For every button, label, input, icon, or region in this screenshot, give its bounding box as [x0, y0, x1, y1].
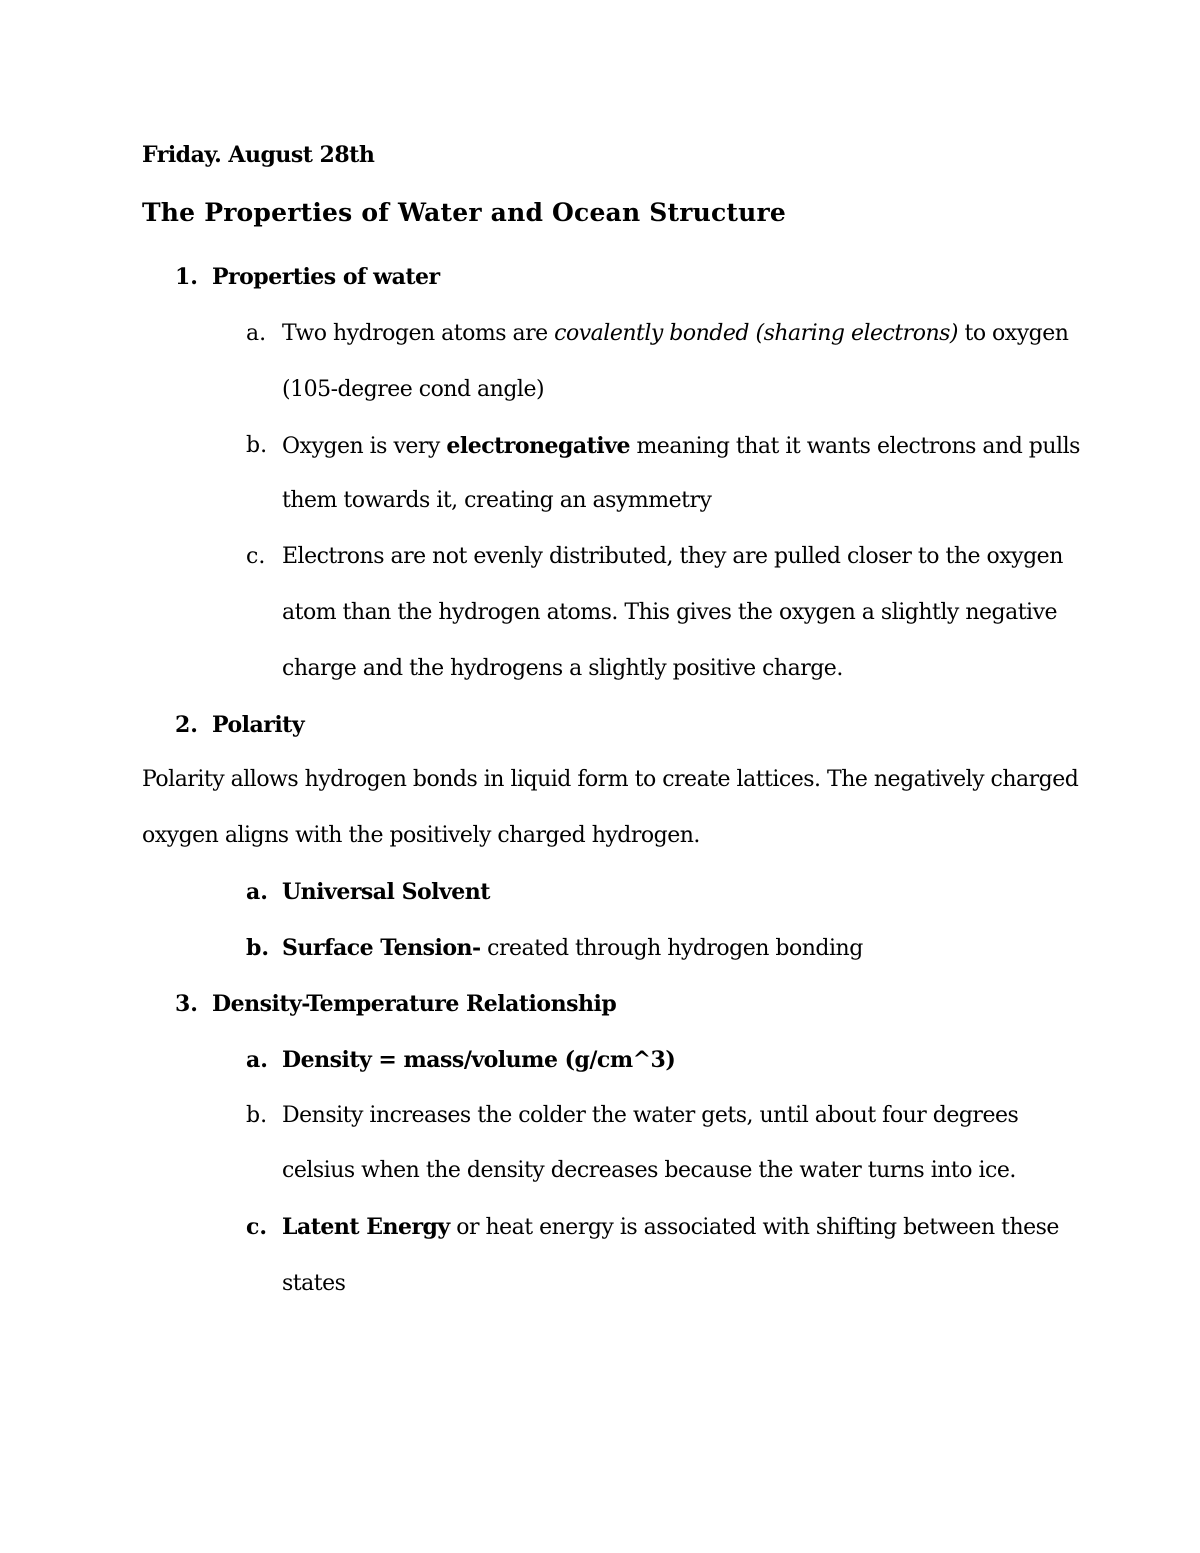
section2-paragraph-line1: Polarity allows hydrogen bonds in liquid form to create lattices. The negatively charged	[142, 767, 1079, 792]
section1-a-text-post: to oxygen	[957, 321, 1069, 346]
section3-heading: Density-Temperature Relationship	[212, 991, 617, 1017]
section2-paragraph-line2: oxygen aligns with the positively charged hydrogen.	[142, 823, 700, 848]
section1-c-line1: Electrons are not evenly distributed, they are pulled closer to the oxygen	[282, 544, 1063, 569]
section3-c-text: or heat energy is associated with shifting between these	[449, 1215, 1059, 1240]
section2-a-text: Universal Solvent	[282, 879, 490, 905]
section1-c-line2: atom than the hydrogen atoms. This gives the oxygen a slightly negative	[282, 600, 1058, 625]
section2-b-line	[282, 934, 863, 963]
section1-number: 1.	[175, 264, 198, 290]
section3-c-bold-term: Latent Energy	[282, 1214, 450, 1240]
section3-c-line2: states	[282, 1271, 346, 1296]
page-title: The Properties of Water and Ocean Structure	[142, 198, 787, 227]
section2-b-bold-term: Surface Tension-	[282, 935, 481, 961]
section3-c-marker: c.	[246, 1214, 268, 1240]
section1-c-marker: c.	[246, 544, 266, 569]
section1-c-line3: charge and the hydrogens a slightly positive charge.	[282, 656, 843, 681]
section2-number: 2.	[175, 712, 198, 738]
section3-c-line1	[282, 1213, 1059, 1242]
section2-heading: Polarity	[212, 712, 305, 738]
section3-number: 3.	[175, 991, 198, 1017]
section1-b-marker: b.	[246, 433, 268, 458]
section3-b-line1: Density increases the colder the water gets, until about four degrees	[282, 1103, 1019, 1128]
section2-b-text: created through hydrogen bonding	[480, 936, 863, 961]
section2-a-marker: a.	[246, 879, 268, 905]
section1-b-line2: them towards it, creating an asymmetry	[282, 488, 712, 513]
section1-a-italic-term: covalently bonded (sharing electrons)	[554, 321, 958, 346]
section1-a-line1	[282, 320, 1068, 348]
section1-b-line1	[282, 432, 1080, 461]
section1-a-text-pre: Two hydrogen atoms are	[282, 321, 555, 346]
section1-heading: Properties of water	[212, 264, 440, 290]
section1-b-text-pre: Oxygen is very	[282, 434, 447, 459]
section3-b-line2: celsius when the density decreases because the water turns into ice.	[282, 1158, 1016, 1183]
date-heading: Friday. August 28th	[142, 142, 375, 168]
section3-a-marker: a.	[246, 1047, 268, 1073]
section1-b-bold-term: electronegative	[446, 433, 630, 459]
section3-b-marker: b.	[246, 1103, 268, 1128]
section1-a-marker: a.	[246, 321, 267, 346]
section3-a-text: Density = mass/volume (g/cm^3)	[282, 1047, 676, 1073]
section1-a-line2: (105-degree cond angle)	[282, 377, 545, 402]
section2-b-marker: b.	[246, 935, 270, 961]
section1-b-text-post: meaning that it wants electrons and pulls	[629, 434, 1080, 459]
